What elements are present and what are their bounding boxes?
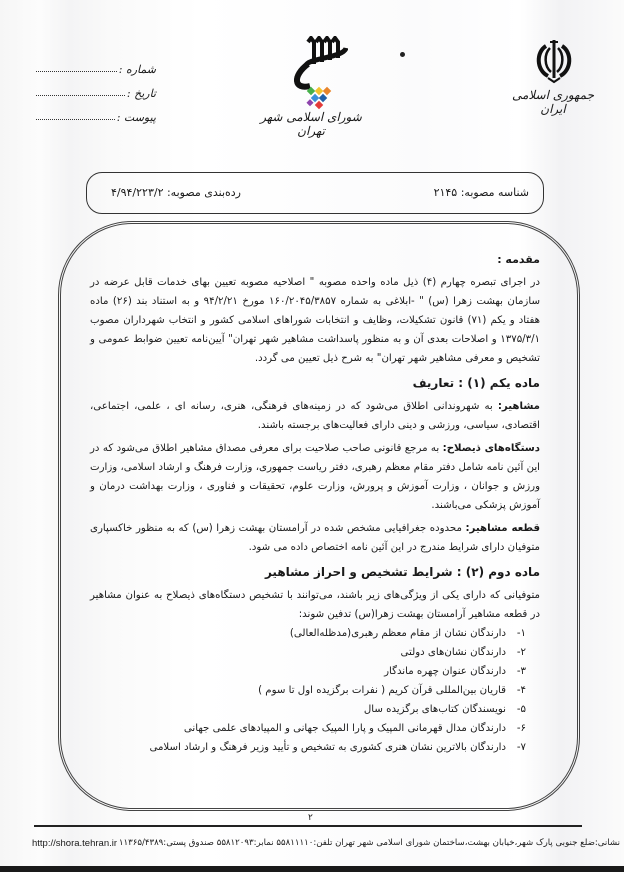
document-body [90, 250, 540, 757]
meta-date-label: تاریخ : [126, 87, 156, 100]
intro-paragraph: در اجرای تبصره چهارم (۴) ذیل ماده واحده مصوبه " اصلاحیه مصوبه تعیین بهای خدمات قابل عرضه در سازمان بهشت زهرا (س) " -ابلاغی به شماره ۱۶۰/۲۰۴۵/۳۸۵۷ مورخ ۹۴/۲/۲۱ و به استناد بند (۲۶) ماده هفتاد و یکم (۷۱) قانون تشکیلات، وظایف و انتخابات شوراهای اسلامی کشور و انتخاب شهرداران مصوب ۱۳۷۵/۳/۱ و اصلاحات بعدی آن و به منظور پاسداشت مشاهیر شهر تهران" آیین‌نامه تعیین ضوابط عمومی و تشخیص و معرفی مشاهیر شهر تهران" به شرح ذیل تعیین می گردد. [90, 277, 540, 364]
letter-meta-fields [36, 52, 156, 124]
page-number: ۲ [308, 813, 313, 823]
list-item: ۳- دارندگان عنوان چهره ماندگار [384, 666, 526, 677]
meta-attachment-label: پیوست : [116, 111, 156, 124]
footer-divider [34, 825, 582, 827]
definition-celebrities [90, 397, 540, 435]
definition-term: قطعه مشاهیر: [465, 523, 540, 534]
definition-term: مشاهیر: [497, 401, 540, 412]
approval-id-box [86, 172, 544, 214]
definition-text: محدوده جغرافیایی مشخص شده در آرامستان بهشت زهرا (س) که به منظور خاکسپاری متوفیان دارای شرایط مندرج در این آئین نامه اختصاص داده می شود. [90, 523, 540, 553]
meta-attachment-value [36, 119, 115, 120]
footer-address: نشانی:ضلع جنوبی پارک شهر،خیابان بهشت،ساختمان شورای اسلامی شهر تهران تلفن:۵۵۸۱۱۱۱۰ نمابر:۵۵۸۱۲۰۹۳ صندوق پستی:۱۱۳۶۵/۴۳۸۹ [118, 838, 620, 848]
meta-number-label: شماره : [118, 63, 156, 76]
meta-number-value [36, 71, 117, 72]
article-2-intro: متوفیانی که دارای یکی از ویژگی‌های زیر باشند، می‌توانند با تشخیص دستگاه‌های ذیصلاح به عنوان مشاهیر در قطعه مشاهیر آرامستان بهشت زهرا(س) تدفین شوند: [90, 590, 540, 620]
footer [32, 838, 620, 849]
list-item: ۶- دارندگان مدال قهرمانی المپیک و پارا المپیک جهانی و المپیادهای علمی جهانی [183, 723, 526, 734]
definition-plot [90, 519, 540, 557]
approval-classification: رده‌بندی مصوبه: ۴/۹۴/۲۲۳/۲ [111, 186, 241, 199]
scan-edge-bar [0, 866, 624, 872]
iran-emblem-icon [532, 36, 576, 86]
meta-date-row [36, 76, 156, 100]
list-item: ۲- دارندگان نشان‌های دولتی [400, 647, 526, 658]
decorative-dot [400, 52, 405, 57]
article-2-title: ماده دوم (۲) : شرایط تشخیص و احراز مشاهیر [264, 565, 540, 579]
list-item: ۱- دارندگان نشان از مقام معظم رهبری(مدظله‌العالی) [289, 628, 526, 639]
article-1-title: ماده یکم (۱) : تعاریف [412, 376, 540, 390]
meta-date-value [36, 95, 125, 96]
criteria-list [90, 624, 526, 757]
meta-number-row [36, 52, 156, 76]
definition-text: به شهروندانی اطلاق می‌شود که در زمینه‌های فرهنگی، هنری، رسانه ای ، علمی، اجتماعی، اقتصادی، سیاسی، ورزشی و دینی دارای فعالیت‌های برجسته باشند. [90, 401, 540, 431]
council-cubes-icon [304, 86, 334, 110]
list-item: ۷- دارندگان بالاترین نشان هنری کشوری به تشخیص و تأیید وزیر فرهنگ و ارشاد اسلامی [149, 742, 526, 753]
list-item: ۴- قاریان بین‌المللی قرآن کریم ( نفرات برگزیده اول تا سوم ) [258, 685, 526, 696]
footer-url-link[interactable]: http://shora.tehran.ir [32, 838, 118, 849]
meta-attachment-row [36, 100, 156, 124]
approval-id: شناسه مصوبه: ۲۱۴۵ [433, 186, 529, 199]
definition-term: دستگاه‌های ذیصلاح: [442, 443, 540, 454]
list-item: ۵- نویسندگان کتاب‌های برگزیده سال [363, 704, 526, 715]
definition-authorities [90, 439, 540, 515]
definition-text: به مرجع قانونی صاحب صلاحیت برای معرفی مصداق مشاهیر اطلاق می‌شود که در این آئین نامه شامل دفتر مقام معظم رهبری، دفتر ریاست جمهوری، وزارت فرهنگ و ارشاد اسلامی، وزارت ورزش و جوانان ، وزارت آموزش و پرورش، وزارت علوم، تحقیقات و فناوری ، وزارت بهداشت درمان و آموزش پزشکی می‌باشند. [90, 443, 540, 511]
intro-heading: مقدمه : [497, 253, 540, 266]
council-caption: شورای اسلامی شهر تهران [260, 110, 362, 138]
emblem-caption: جمهوری اسلامی ایران [511, 88, 595, 116]
